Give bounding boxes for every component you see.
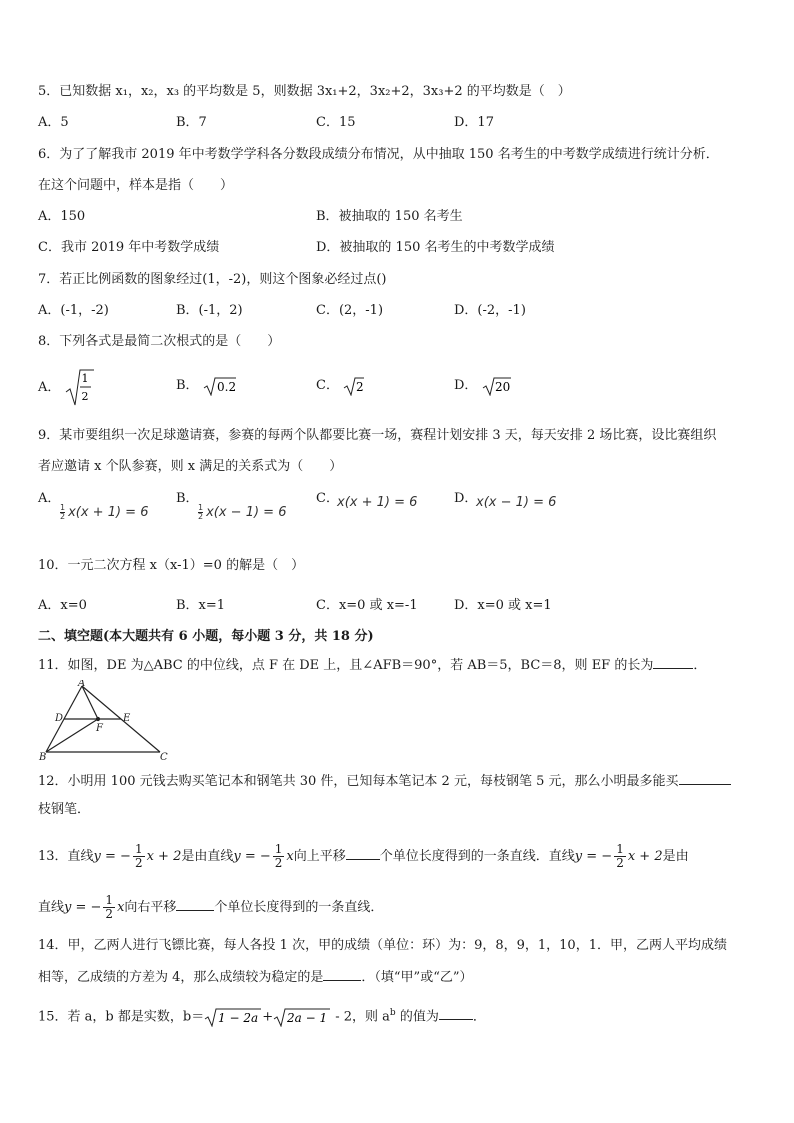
- q9-option-c-expr: x(x + 1) = 6: [337, 495, 418, 510]
- q15-stem: 15．若 a，b 都是实数，b＝ 1 − 2a + 2a − 1 - 2，则 $a^b$ 的值为 ．: [38, 1008, 486, 1025]
- q13-fraction: $\frac{1}{2}$: [274, 842, 283, 870]
- q10-option-b: B．x=1: [176, 598, 226, 613]
- q13-answer-blank-1[interactable]: [346, 847, 380, 860]
- q5-option-d: D．17: [454, 115, 494, 130]
- q6-option-d: D．被抽取的 150 名考生的中考数学成绩: [316, 240, 555, 255]
- q11-label-b: B: [39, 752, 47, 760]
- radical-sign-icon: [482, 376, 512, 396]
- q8-option-a-sqrt: [65, 368, 95, 408]
- q15-answer-blank[interactable]: [439, 1007, 473, 1020]
- q15-radicand-1: 1 − 2a: [218, 1010, 259, 1025]
- q9-b-half: $\frac{1}{2}$: [198, 503, 204, 521]
- q12-stem-text: 12．小明用 100 元钱去购买笔记本和钢笔共 30 件，已知每本笔记本 2 元，每枝钢笔 5 元，那么小明最多能买: [38, 774, 679, 789]
- q12-stem-line1: [38, 772, 731, 790]
- q8-option-b: [176, 376, 237, 396]
- q7-option-d: D．(-2，-1): [454, 303, 526, 318]
- q11-triangle-figure: [36, 680, 176, 760]
- radical-sign-icon: [65, 368, 95, 408]
- q12-stem-line2: 枝钢笔．: [38, 802, 91, 817]
- q11-stem-text: 11．如图，DE 为△ABC 的中位线，点 F 在 DE 上，且∠AFB＝90°，若 AB＝5，BC＝8，则 EF 的长为: [38, 658, 654, 673]
- q13-answer-blank-2[interactable]: [176, 898, 214, 911]
- q8-option-a: [38, 368, 95, 408]
- q13-fraction: $\frac{1}{2}$: [616, 842, 624, 870]
- radical-sign-icon: [203, 376, 237, 396]
- q8-stem: 8．下列各式是最简二次根式的是（ ）: [38, 334, 281, 349]
- q6-option-a: A．150: [38, 209, 86, 224]
- q13-fraction: $\frac{1}{2}$: [105, 893, 114, 921]
- q6-stem-line2: 在这个问题中，样本是指（ ）: [38, 178, 234, 193]
- q6-stem-line1: 6．为了了解我市 2019 年中考数学学科各分数段成绩分布情况，从中抽取 150 名考生的中考数学成绩进行统计分析．: [38, 147, 719, 162]
- q7-stem: 7．若正比例函数的图象经过(1，-2)，则这个图象必经过点(): [38, 272, 387, 287]
- q8-option-c-label: C．: [316, 378, 339, 393]
- q9-stem-line1: 9．某市要组织一次足球邀请赛，参赛的每两个队都要比赛一场，赛程计划安排 3 天，每天安排 2 场比赛，设比赛组织: [38, 428, 717, 443]
- q8-d-radicand: 20: [494, 380, 510, 394]
- q15-exponent: b: [389, 1008, 396, 1018]
- q13-line2: 直线y = − $\frac{1}{2}$ x向右平移 个单位长度得到的一条直线．: [38, 893, 384, 921]
- q8-a-denominator: 2: [81, 390, 89, 403]
- q7-option-c: C．(2，-1): [316, 303, 384, 318]
- q8-option-d-label: D．: [454, 378, 478, 393]
- q9-stem-line2: 者应邀请 x 个队参赛，则 x 满足的关系式为（ ）: [38, 459, 343, 474]
- q9-option-a-expr: $\frac{1}{2} x(x + 1) = 6$: [60, 503, 149, 521]
- q9-option-c-label: C．: [316, 491, 339, 506]
- q8-b-radicand: 0.2: [216, 380, 236, 394]
- q10-stem: 10．一元二次方程 x（x-1）=0 的解是（ ）: [38, 558, 305, 573]
- q11-label-e: E: [123, 713, 131, 724]
- q11-label-d: D: [55, 713, 64, 724]
- q5-option-b: B．7: [176, 115, 207, 130]
- q8-option-c: [316, 376, 365, 396]
- q11-label-f: F: [96, 723, 103, 734]
- q8-option-b-label: B．: [176, 378, 199, 393]
- q9-option-a-label: A．: [38, 491, 61, 506]
- q14-answer-blank[interactable]: [323, 968, 361, 981]
- q5-option-c: C．15: [316, 115, 356, 130]
- q11-stem: 11．如图，DE 为△ABC 的中位线，点 F 在 DE 上，且∠AFB＝90°，若 AB＝5，BC＝8，则 EF 的长为 ．: [38, 658, 707, 673]
- q14-stem-line1: 14．甲，乙两人进行飞镖比赛，每人各投 1 次，甲的成绩（单位：环）为：9，8，9，1，10，1．甲，乙两人平均成绩: [38, 938, 727, 953]
- section-title-fill-in: 二、填空题(本大题共有 6 小题，每小题 3 分，共 18 分): [38, 629, 374, 644]
- q7-option-b: B．(-1，2): [176, 303, 243, 318]
- q12-answer-blank[interactable]: [679, 772, 731, 785]
- q13-line1: 13．直线y = − $\frac{1}{2}$ x + 2是由直线y = − $\frac{1}{2}$ x向上平移 个单位长度得到的一条直线．直线y = − $\frac{1}{2}$ x + 2是由: [38, 842, 689, 870]
- q10-option-d: D．x=0 或 x=1: [454, 598, 552, 613]
- q9-a-half: $\frac{1}{2}$: [60, 503, 66, 521]
- q6-option-b: B．被抽取的 150 名考生: [316, 209, 463, 224]
- q13-fraction: $\frac{1}{2}$: [134, 842, 143, 870]
- radical-sign-icon: [204, 1007, 262, 1027]
- q10-option-a: A．x=0: [38, 598, 87, 613]
- q8-a-numerator: 1: [81, 372, 89, 385]
- q8-option-a-label: A．: [38, 380, 61, 395]
- q11-label-c: C: [160, 752, 168, 760]
- radical-sign-icon: [343, 376, 365, 396]
- q15-radicand-2: 2a − 1: [287, 1010, 328, 1025]
- q8-option-d: [454, 376, 512, 396]
- q6-option-c: C．我市 2019 年中考数学成绩: [38, 240, 220, 255]
- q9-option-d-label: D．: [454, 491, 478, 506]
- radical-sign-icon: [273, 1007, 331, 1027]
- q11-label-a: A: [78, 680, 86, 689]
- q10-option-c: C．x=0 或 x=-1: [316, 598, 418, 613]
- q8-c-radicand: 2: [356, 380, 364, 394]
- q14-stem-line2: 相等，乙成绩的方差为 4，那么成绩较为稳定的是 ．（填“甲”或“乙”）: [38, 970, 473, 985]
- q9-option-b-expr: $\frac{1}{2} x(x - 1) = 6$: [198, 503, 287, 521]
- q9-option-d-expr: x(x − 1) = 6: [476, 495, 557, 510]
- q9-option-b-label: B．: [176, 491, 199, 506]
- q5-stem: 5．已知数据 x₁，x₂，x₃ 的平均数是 5，则数据 3x₁+2，3x₂+2，3x₃+2 的平均数是（ ）: [38, 84, 571, 99]
- q7-option-a: A．(-1，-2): [38, 303, 109, 318]
- q11-answer-blank[interactable]: [653, 656, 693, 669]
- q5-option-a: A．5: [38, 115, 69, 130]
